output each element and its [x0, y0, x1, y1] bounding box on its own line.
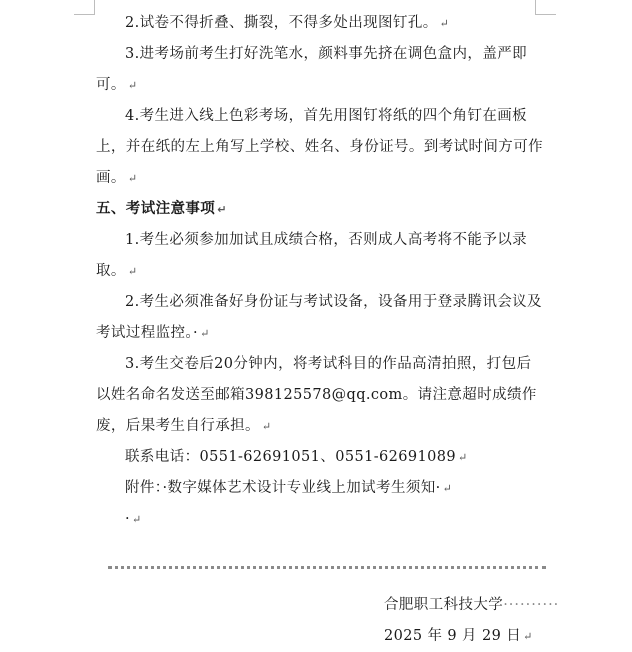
attachment-text: 附件：·数字媒体艺术设计专业线上加试考生须知· [125, 480, 441, 496]
rule-item-4-text: 4.考生进入线上色彩考场，首先用图钉将纸的四个角钉在画板上，并在纸的左上角写上学校、姓名、身份证号。到考试时间方可作画。 [96, 108, 543, 186]
signature-org-dots: ·········· [503, 597, 560, 613]
note-item-3 [96, 349, 544, 442]
section-heading-text: 五、考试注意事项 [96, 201, 216, 217]
signature-block [384, 590, 559, 652]
paragraph-mark: ↵ [523, 630, 533, 643]
section-heading [96, 194, 544, 225]
signature-date-line [384, 621, 559, 652]
note-item-2 [96, 287, 544, 349]
rule-item-3 [96, 39, 544, 101]
document-body [96, 8, 544, 535]
rule-item-3-text: 3.进考场前考生打好洗笔水，颜料事先挤在调色盒内，盖严即可。 [96, 46, 528, 93]
rule-item-4 [96, 101, 544, 194]
rule-item-2 [96, 8, 544, 39]
rule-item-2-text: 2.试卷不得折叠、撕裂，不得多处出现图钉孔。 [125, 15, 438, 31]
note-item-3-text: 3.考生交卷后20分钟内，将考试科目的作品高清拍照，打包后以姓名命名发送至邮箱398125578@qq.com。请注意超时成绩作废，后果考生自行承担。 [96, 356, 537, 434]
paragraph-mark: ↵ [127, 172, 138, 185]
signature-org: 合肥职工科技大学 [384, 597, 504, 613]
contact-text: 联系电话：0551-62691051、0551-62691089 [125, 449, 457, 465]
paragraph-mark: ↵ [132, 513, 142, 526]
contact-line [96, 442, 544, 473]
paragraph-mark: ↵ [127, 79, 138, 92]
empty-line-text: · [125, 511, 131, 527]
empty-line [96, 504, 544, 535]
note-item-1 [96, 225, 544, 287]
paragraph-mark: ↵ [458, 451, 468, 464]
paragraph-mark: ↵ [439, 17, 450, 30]
signature-date: 2025 年 9 月 29 日 [384, 628, 522, 644]
signature-org-line [384, 590, 559, 621]
attachment-line [96, 473, 544, 504]
paragraph-mark: ↵ [442, 482, 453, 495]
page-break-separator [108, 566, 546, 569]
note-item-2-text: 2.考生必须准备好身份证与考试设备，设备用于登录腾讯会议及考试过程监控。· [96, 294, 542, 341]
paragraph-mark: ↵ [217, 203, 227, 216]
paragraph-mark: ↵ [261, 420, 272, 433]
note-item-1-text: 1.考生必须参加加试且成绩合格，否则成人高考将不能予以录取。 [96, 232, 528, 279]
paragraph-mark: ↵ [127, 265, 138, 278]
paragraph-mark: ↵ [200, 327, 210, 340]
crop-mark-left [74, 0, 95, 15]
